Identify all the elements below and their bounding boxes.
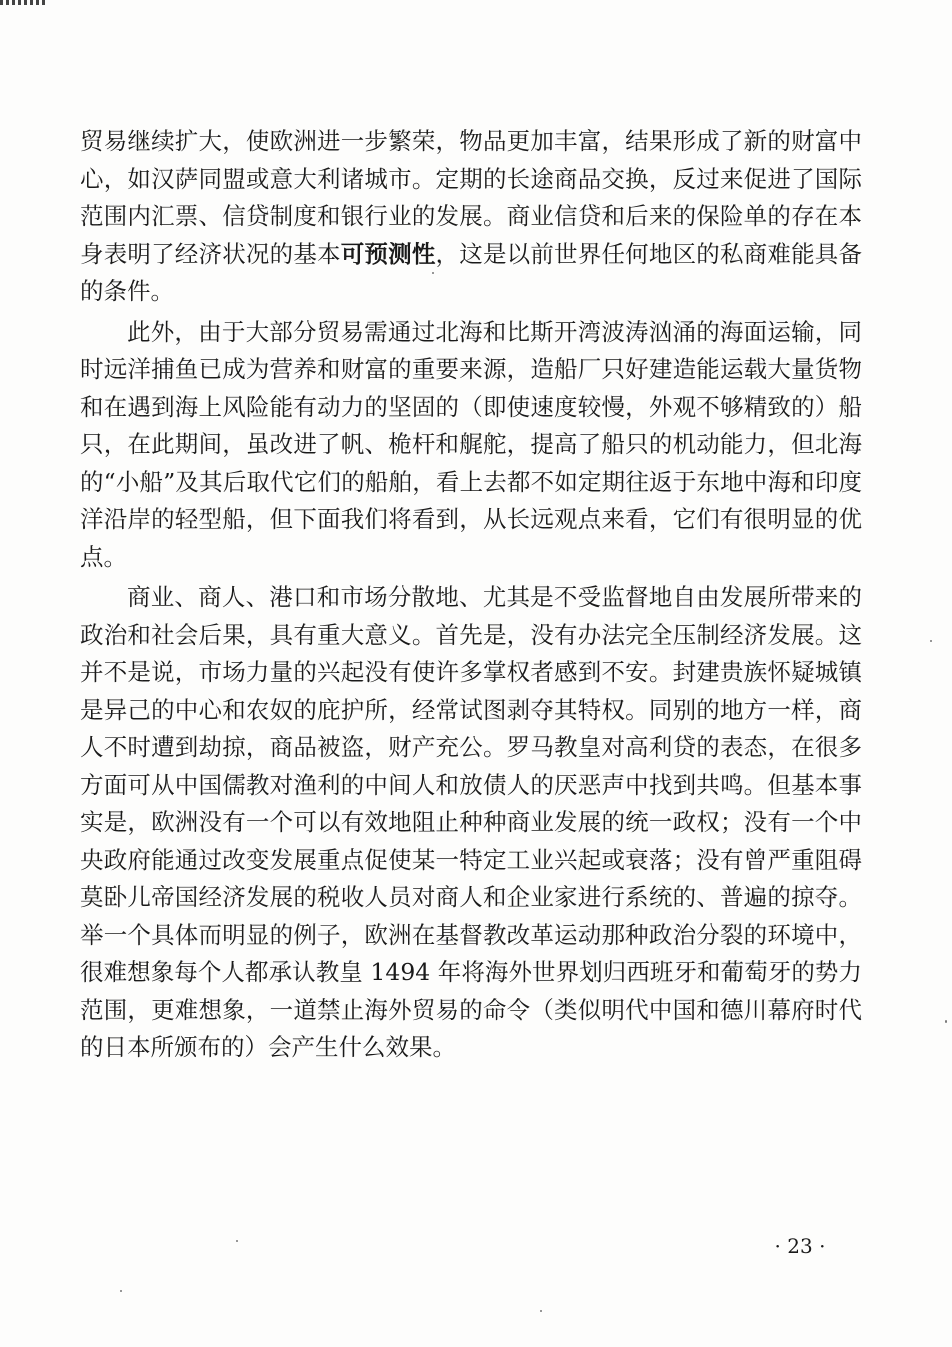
paragraph-1-text-end: ，这是以前世界任何地区的私商难能具备的条件。 bbox=[80, 239, 862, 305]
page-number: · 23 · bbox=[774, 1234, 826, 1258]
emphasis-predictability: 可预测性 bbox=[340, 239, 436, 268]
scan-edge-mark bbox=[0, 0, 46, 5]
scan-speck bbox=[945, 1020, 947, 1023]
paragraph-1-text-start: 贸易继续扩大，使欧洲进一步繁荣，物品更加丰富，结果形成了新的财富中心，如汉萨同盟或意大利诸城市。定期的长途商品交换，反过来促进了国际范围内汇票、信贷制度和银行业的发展。商业信贷和后来的保险单的存在本身表明了经济状况的基本 bbox=[80, 127, 862, 268]
paragraph-1 bbox=[80, 123, 862, 311]
paragraph-2: 此外，由于大部分贸易需通过北海和比斯开湾波涛汹涌的海面运输，同时远洋捕鱼已成为营养和财富的重要来源，造船厂只好建造能运载大量货物和在遇到海上风险能有动力的坚固的（即使速度较慢，外观不够精致的）船只，在此期间，虽改进了帆、桅杆和艉舵，提高了船只的机动能力，但北海的“小船”及其后取代它们的船舶，看上去都不如定期往返于东地中海和印度洋沿岸的轻型船，但下面我们将看到，从长远观点来看，它们有很明显的优点。 bbox=[80, 317, 862, 571]
scan-speck bbox=[236, 1240, 238, 1242]
scan-speck bbox=[120, 1290, 122, 1292]
scan-speck bbox=[540, 1310, 542, 1312]
scan-speck bbox=[930, 640, 932, 642]
body-text bbox=[80, 123, 862, 1070]
scan-speck bbox=[432, 272, 434, 274]
paragraph-3: 商业、商人、港口和市场分散地、尤其是不受监督地自由发展所带来的政治和社会后果，具有重大意义。首先是，没有办法完全压制经济发展。这并不是说，市场力量的兴起没有使许多掌权者感到不安。封建贵族怀疑城镇是异己的中心和农奴的庇护所，经常试图剥夺其特权。同别的地方一样，商人不时遭到劫掠，商品被盗，财产充公。罗马教皇对高利贷的表态，在很多方面可从中国儒教对渔利的中间人和放债人的厌恶声中找到共鸣。但基本事实是，欧洲没有一个可以有效地阻止种种商业发展的统一政权；没有一个中央政府能通过改变发展重点促使某一特定工业兴起或衰落；没有曾严重阻碍莫卧儿帝国经济发展的税收人员对商人和企业家进行系统的、普遍的掠夺。举一个具体而明显的例子，欧洲在基督教改革运动那种政治分裂的环境中，很难想象每个人都承认教皇 1494 年将海外世界划归西班牙和葡萄牙的势力范围，更难想象，一道禁止海外贸易的命令（类似明代中国和德川幕府时代的日本所颁布的）会产生什么效果。 bbox=[80, 583, 862, 1061]
